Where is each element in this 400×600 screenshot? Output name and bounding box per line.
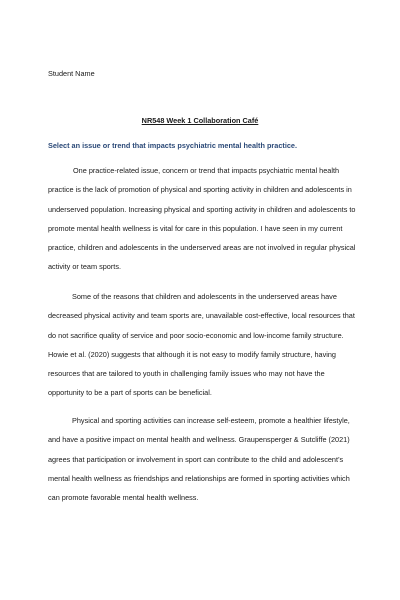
paragraph-line: One practice-related issue, concern or trend that impacts psychiatric mental health	[73, 166, 340, 175]
paragraph-2	[48, 287, 355, 403]
paragraph-line: can promote favorable mental health wellness.	[48, 493, 199, 503]
paragraph-line: activity or team sports.	[48, 262, 121, 272]
paragraph-line: Physical and sporting activities can increase self-esteem, promote a healthier lifestyle,	[72, 416, 350, 425]
paragraph-line: and have a positive impact on mental health and wellness. Graupensperger & Sutcliffe (2021)	[48, 435, 350, 445]
paragraph-line: Howie et al. (2020) suggests that although it is not easy to modify family structure, having	[48, 349, 336, 359]
document-title: NR548 Week 1 Collaboration Café	[141, 116, 259, 125]
paragraph-line: Some of the reasons that children and adolescents in the underserved areas have	[72, 292, 337, 301]
paragraph-3	[48, 411, 352, 507]
student-name: Student Name	[48, 69, 95, 78]
paragraph-line: practice, children and adolescents in the underserved areas are not involved in regular physical	[48, 243, 356, 253]
discussion-prompt: Select an issue or trend that impacts psychiatric mental health practice.	[48, 141, 297, 150]
paragraph-line: do not sacrifice quality of service and poor socio-economic and low-income family structure.	[48, 330, 344, 340]
paragraph-line: mental health wellness as friendships and relationships are formed in sporting activities which	[48, 473, 350, 483]
paragraph-line: opportunity to be a part of sports can be beneficial.	[48, 388, 212, 398]
paragraph-line: resources that are tailored to youth in challenging family issues who may not have the	[48, 369, 325, 379]
paragraph-line: agrees that participation or involvement in sport can contribute to the child and adolescent’s	[48, 454, 344, 464]
paragraph-1	[48, 161, 356, 277]
paragraph-line: underserved population. Increasing physical and sporting activity in children and adolescents to	[48, 204, 356, 214]
paragraph-line: promote mental health wellness is vital for care in this population. I have seen in my current	[48, 223, 343, 233]
paragraph-line: practice is the lack of promotion of physical and sporting activity in children and adolescents in	[48, 185, 352, 195]
paragraph-line: decreased physical activity and team sports are, unavailable cost-effective, local resources that	[48, 311, 355, 321]
